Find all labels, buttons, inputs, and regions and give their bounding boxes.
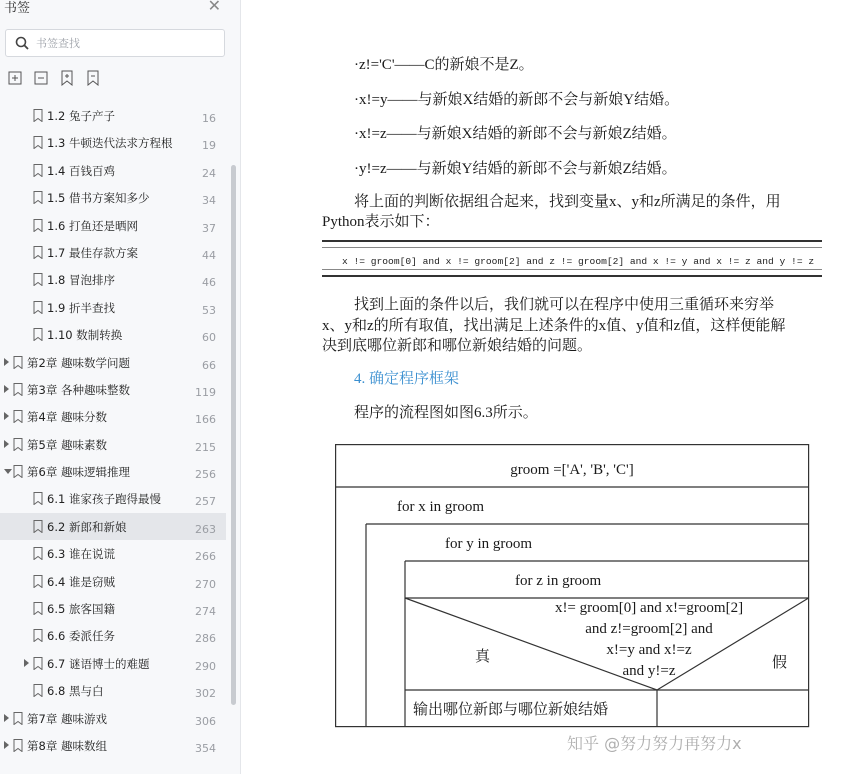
code-line: x != groom[0] and x != groom[2] and z != groom[2] and x != y and x != z and y != z [342,256,815,267]
bookmark-page-number: 302 [195,687,216,701]
expand-chevron-icon[interactable] [4,358,9,366]
bookmark-label: 第2章 趣味数学问题 [27,355,130,370]
sidebar-scrollbar[interactable] [231,165,236,705]
bookmark-page-number: 44 [202,248,216,262]
bookmark-icon [33,273,43,286]
flow-false-label: 假 [772,655,788,671]
bookmark-page-number: 46 [202,276,216,290]
bookmark-label: 第5章 趣味素数 [27,437,107,452]
bookmark-label: 1.7 最佳存款方案 [47,245,138,260]
bookmark-item[interactable] [0,622,226,649]
expand-chevron-icon[interactable] [24,659,29,667]
bookmark-page-number: 266 [195,550,216,564]
bookmark-icon [33,219,43,232]
bookmark-icon [13,356,23,369]
bookmark-page-number: 119 [195,385,216,399]
bookmark-label: 1.5 借书方案知多少 [47,191,150,206]
condition-line-2: ·x!=y——与新娘X结婚的新郎不会与新娘Y结婚。 [354,92,680,108]
bookmark-item[interactable] [0,129,226,156]
bookmark-page-number: 16 [202,112,216,125]
bookmark-label: 6.7 谜语博士的难题 [47,656,150,671]
bookmark-label: 6.5 旅客国籍 [47,602,115,617]
paragraph-2-line-1: 找到上面的条件以后，我们就可以在程序中使用三重循环来穷举 [354,297,775,313]
bookmark-item[interactable] [0,239,226,266]
bookmark-item[interactable] [0,349,226,376]
flow-output: 输出哪位新郎与哪位新娘结婚 [413,702,609,718]
collapse-all-icon[interactable] [34,70,48,86]
flow-condition-2: and z!=groom[2] and [585,621,713,637]
bookmark-page-number: 270 [195,577,216,591]
flow-loop-x: for x in groom [397,499,485,515]
bookmark-label: 1.2 兔子产子 [47,109,115,123]
flow-loop-y: for y in groom [445,536,533,552]
bookmark-icon [33,301,43,314]
bookmark-item[interactable] [0,705,226,732]
bookmark-icon [33,136,43,149]
flow-condition-3: x!=y and x!=z [606,642,692,658]
flow-condition-4: and y!=z [622,663,676,679]
bookmark-icon [13,739,23,752]
paragraph-3: 程序的流程图如图6.3所示。 [354,405,538,421]
bookmark-item[interactable] [0,321,226,348]
bookmark-page-number: 19 [202,139,216,153]
code-rule-bottom [322,269,822,270]
bookmark-label: 第3章 各种趣味整数 [27,382,130,397]
bookmark-sidebar [0,0,241,774]
bookmark-page-number: 215 [195,440,216,454]
bookmark-page-number: 24 [202,166,216,180]
bookmark-page-number: 256 [195,468,216,482]
bookmark-tree [0,102,226,759]
bookmark-search-box[interactable] [5,29,225,57]
bookmark-item[interactable] [0,376,226,403]
paragraph-1-line-2: Python表示如下： [322,214,440,230]
expand-all-icon[interactable] [8,70,22,86]
bookmark-item[interactable] [0,540,226,567]
bookmark-page-number: 354 [195,741,216,755]
bookmark-icon [13,712,23,725]
bookmark-item[interactable] [0,102,226,129]
bookmark-label: 1.3 牛顿迭代法求方程根 [47,136,173,151]
add-bookmark-icon[interactable] [60,70,74,86]
bookmark-label: 1.9 折半查找 [47,300,115,315]
bookmark-icon [33,602,43,615]
bookmark-page-number: 257 [195,495,216,509]
bookmark-label: 1.6 打鱼还是晒网 [47,218,138,233]
bookmark-label: 1.8 冒泡排序 [47,273,115,288]
expand-chevron-icon[interactable] [4,741,9,749]
bookmark-label: 6.2 新郎和新娘 [47,519,127,534]
paragraph-1-line-1: 将上面的判断依据组合起来，找到变量x、y和z所满足的条件，用 [354,194,781,210]
bookmark-icon [33,328,43,341]
bookmark-page-number: 306 [195,714,216,728]
paragraph-2-line-3: 决到底哪位新郎和哪位新娘结婚的问题。 [322,338,593,354]
bookmark-label: 6.8 黑与白 [47,684,104,699]
bookmark-label: 6.6 委派任务 [47,629,115,644]
bookmark-item[interactable] [0,184,226,211]
bookmark-page-number: 66 [202,358,216,372]
flow-loop-z: for z in groom [515,573,602,589]
bookmark-label: 1.10 数制转换 [47,328,123,343]
flowchart [335,444,811,730]
bookmark-item[interactable] [0,677,226,704]
condition-line-1: ·z!='C'——C的新娘不是Z。 [354,57,534,73]
bookmark-icon [13,438,23,451]
bookmark-label: 6.3 谁在说谎 [47,547,115,562]
bookmark-label: 第7章 趣味游戏 [27,711,107,726]
bookmark-item[interactable] [0,431,226,458]
bookmark-label: 第6章 趣味逻辑推理 [27,465,130,480]
bookmark-icon [33,492,43,505]
bookmark-page-number: 37 [202,221,216,235]
bookmark-label: 6.1 谁家孩子跑得最慢 [47,492,161,507]
expand-chevron-icon[interactable] [4,385,9,393]
bookmark-icon [13,465,23,478]
bookmark-icon [33,657,43,670]
bookmark-page-number: 166 [195,413,216,427]
bookmark-item[interactable] [0,157,226,184]
bookmark-item[interactable] [0,212,226,239]
sidebar-header [0,0,241,22]
bookmark-icon [33,575,43,588]
code-block [322,240,822,277]
bookmark-label: 1.4 百钱百鸡 [47,163,115,178]
bookmark-icon [33,684,43,697]
bookmark-icon [33,547,43,560]
section-heading: 4. 确定程序框架 [354,371,460,387]
bookmark-icon [33,109,43,122]
expand-chevron-icon[interactable] [4,714,9,722]
collapse-chevron-icon[interactable] [4,469,12,474]
code-rule-top [322,247,822,248]
bookmark-page-number: 60 [202,331,216,345]
delete-bookmark-icon[interactable] [86,70,100,86]
bookmark-icon [13,410,23,423]
sidebar-title: 书签 [4,1,31,16]
bookmark-item[interactable] [0,266,226,293]
search-icon [15,36,29,50]
bookmark-search-input[interactable] [36,34,216,52]
bookmark-icon [33,246,43,259]
bookmark-item[interactable] [0,458,226,485]
flow-true-label: 真 [475,649,491,665]
document-page [247,0,862,774]
close-icon[interactable]: ✕ [207,0,221,15]
bookmark-icon [33,164,43,177]
bookmark-item-selected[interactable] [0,513,226,540]
bookmark-page-number: 286 [195,632,216,646]
flow-init: groom =['A', 'B', 'C'] [510,462,634,478]
paragraph-2-line-2: x、y和z的所有取值，找出满足上述条件的x值、y值和z值，这样便能解 [322,318,786,334]
bookmark-item[interactable] [0,650,226,677]
flow-condition-1: x!= groom[0] and x!=groom[2] [554,600,744,616]
bookmark-page-number: 263 [195,522,216,536]
bookmark-page-number: 274 [195,605,216,619]
bookmark-item[interactable] [0,595,226,622]
bookmark-label: 第4章 趣味分数 [27,410,107,425]
bookmark-icon [33,191,43,204]
bookmark-page-number: 290 [195,659,216,673]
condition-line-3: ·x!=z——与新娘X结婚的新郎不会与新娘Z结婚。 [354,126,677,142]
bookmark-item[interactable] [0,732,226,759]
bookmark-item[interactable] [0,568,226,595]
bookmark-icon [33,520,43,533]
bookmark-icon [33,629,43,642]
condition-line-4: ·y!=z——与新娘Y结婚的新郎不会与新娘Z结婚。 [354,161,677,177]
bookmark-page-number: 34 [202,194,216,208]
bookmark-label: 第8章 趣味数组 [27,738,107,753]
expand-chevron-icon[interactable] [4,440,9,448]
bookmark-label: 6.4 谁是窃贼 [47,574,115,589]
bookmark-item[interactable] [0,485,226,512]
bookmark-icon [13,383,23,396]
bookmark-item[interactable] [0,294,226,321]
expand-chevron-icon[interactable] [4,412,9,420]
bookmark-item[interactable] [0,403,226,430]
watermark: 知乎 @努力努力再努力x [567,734,742,753]
bookmark-page-number: 53 [202,303,216,317]
